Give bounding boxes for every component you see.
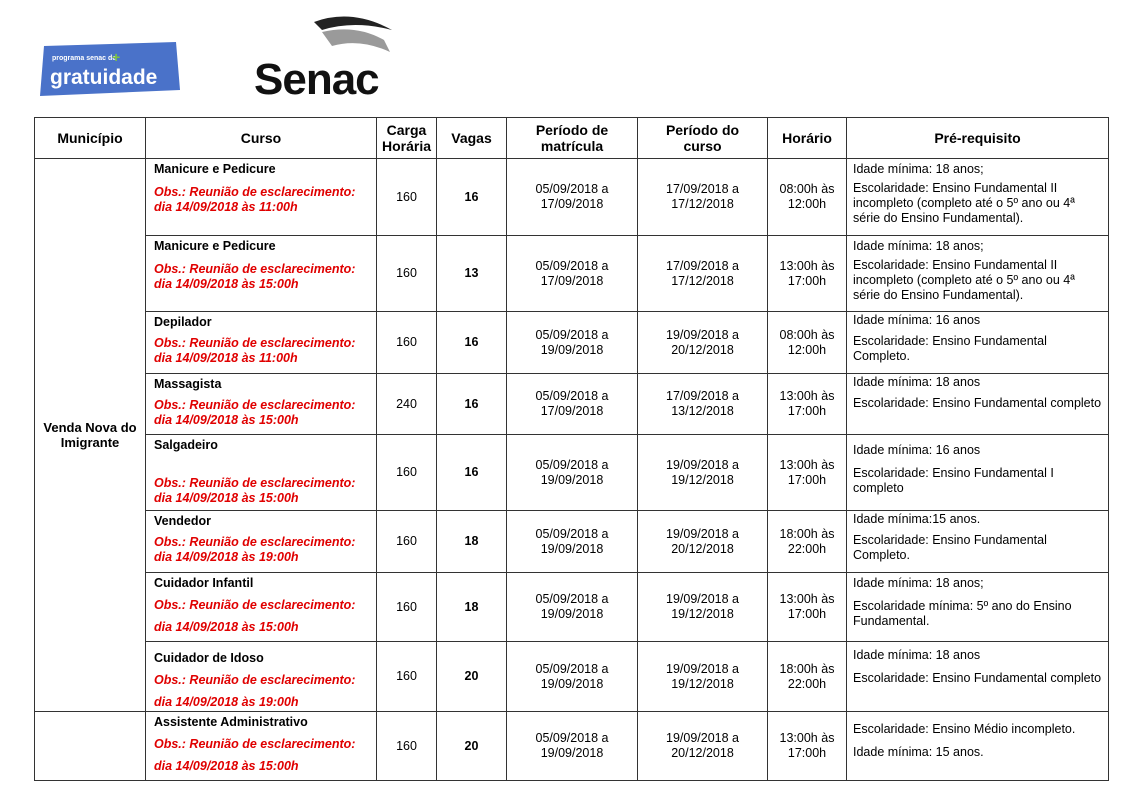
periodo-cell: 19/09/2018 a 20/12/2018: [638, 312, 768, 374]
periodo-cell: 19/09/2018 a 19/12/2018: [638, 573, 768, 642]
logo-small-text: programa senac de: [52, 55, 117, 62]
vagas-cell: 18: [437, 573, 507, 642]
periodo-cell: 19/09/2018 a 20/12/2018: [638, 712, 768, 781]
header-curso: Curso: [146, 118, 377, 159]
carga-cell: 160: [377, 435, 437, 511]
senac-logo: [252, 8, 404, 100]
horario-cell: 18:00h às 22:00h: [768, 642, 847, 712]
requisito-cell: Escolaridade: Ensino Médio incompleto. Idade mínima: 15 anos.: [847, 712, 1109, 781]
matricula-cell: 05/09/2018 a 17/09/2018: [507, 159, 638, 236]
periodo-cell: 17/09/2018 a 17/12/2018: [638, 159, 768, 236]
matricula-cell: 05/09/2018 a 19/09/2018: [507, 312, 638, 374]
curso-cell: Vendedor Obs.: Reunião de esclarecimento: dia 14/09/2018 às 19:00h: [146, 511, 377, 573]
table-row: [35, 159, 1109, 236]
carga-cell: 160: [377, 159, 437, 236]
curso-cell: Salgadeiro Obs.: Reunião de esclarecimento: dia 14/09/2018 às 15:00h: [146, 435, 377, 511]
vagas-cell: 16: [437, 159, 507, 236]
carga-cell: 160: [377, 236, 437, 312]
horario-cell: 13:00h às 17:00h: [768, 712, 847, 781]
requisito-cell: Idade mínima: 18 anos Escolaridade: Ensino Fundamental completo: [847, 642, 1109, 712]
periodo-cell: 19/09/2018 a 20/12/2018: [638, 511, 768, 573]
carga-cell: 160: [377, 573, 437, 642]
matricula-cell: 05/09/2018 a 19/09/2018: [507, 435, 638, 511]
horario-cell: 08:00h às 12:00h: [768, 312, 847, 374]
vagas-cell: 20: [437, 712, 507, 781]
matricula-cell: 05/09/2018 a 17/09/2018: [507, 374, 638, 435]
requisito-cell: Idade mínima: 18 anos; Escolaridade: Ensino Fundamental II incompleto (completo até o 5º ano ou 4ª série do Ensino Fundamental).: [847, 159, 1109, 236]
header-periodo: Período do curso: [638, 118, 768, 159]
table-row: [35, 312, 1109, 374]
curso-cell: Assistente Administrativo Obs.: Reunião de esclarecimento: dia 14/09/2018 às 15:00h: [146, 712, 377, 781]
horario-cell: 13:00h às 17:00h: [768, 374, 847, 435]
table-row: [35, 236, 1109, 312]
logo-big-text: gratuidade: [50, 66, 158, 89]
periodo-cell: 17/09/2018 a 13/12/2018: [638, 374, 768, 435]
horario-cell: 08:00h às 12:00h: [768, 159, 847, 236]
plus-icon: +: [112, 49, 121, 65]
horario-cell: 18:00h às 22:00h: [768, 511, 847, 573]
vagas-cell: 16: [437, 435, 507, 511]
municipio-cell: Venda Nova do Imigrante: [35, 159, 146, 712]
carga-cell: 160: [377, 642, 437, 712]
matricula-cell: 05/09/2018 a 19/09/2018: [507, 511, 638, 573]
table-row: [35, 712, 1109, 781]
vagas-cell: 18: [437, 511, 507, 573]
requisito-cell: Idade mínima: 18 anos Escolaridade: Ensino Fundamental completo: [847, 374, 1109, 435]
horario-cell: 13:00h às 17:00h: [768, 573, 847, 642]
requisito-cell: Idade mínima: 18 anos; Escolaridade: Ensino Fundamental II incompleto (completo até o 5º ano ou 4ª série do Ensino Fundamental).: [847, 236, 1109, 312]
periodo-cell: 19/09/2018 a 19/12/2018: [638, 435, 768, 511]
vagas-cell: 20: [437, 642, 507, 712]
courses-table: [34, 117, 1109, 781]
carga-cell: 240: [377, 374, 437, 435]
requisito-cell: Idade mínima:15 anos. Escolaridade: Ensino Fundamental Completo.: [847, 511, 1109, 573]
periodo-cell: 17/09/2018 a 17/12/2018: [638, 236, 768, 312]
gratuidade-logo: [40, 42, 180, 96]
vagas-cell: 16: [437, 374, 507, 435]
periodo-cell: 19/09/2018 a 19/12/2018: [638, 642, 768, 712]
table-row: [35, 573, 1109, 642]
curso-cell: Manicure e Pedicure Obs.: Reunião de esclarecimento: dia 14/09/2018 às 15:00h: [146, 236, 377, 312]
curso-cell: Cuidador Infantil Obs.: Reunião de esclarecimento: dia 14/09/2018 às 15:00h: [146, 573, 377, 642]
vagas-cell: 13: [437, 236, 507, 312]
header-carga: Carga Horária: [377, 118, 437, 159]
vagas-cell: 16: [437, 312, 507, 374]
header-horario: Horário: [768, 118, 847, 159]
table-row: [35, 511, 1109, 573]
header-municipio: Município: [35, 118, 146, 159]
table-row: [35, 642, 1109, 712]
matricula-cell: 05/09/2018 a 17/09/2018: [507, 236, 638, 312]
curso-cell: Cuidador de Idoso Obs.: Reunião de esclarecimento: dia 14/09/2018 às 19:00h: [146, 642, 377, 712]
horario-cell: 13:00h às 17:00h: [768, 435, 847, 511]
header-requisito: Pré-requisito: [847, 118, 1109, 159]
matricula-cell: 05/09/2018 a 19/09/2018: [507, 712, 638, 781]
table-row: [35, 435, 1109, 511]
header-matricula: Período de matrícula: [507, 118, 638, 159]
municipio-cell-empty: [35, 712, 146, 781]
table-row: [35, 374, 1109, 435]
header-vagas: Vagas: [437, 118, 507, 159]
curso-cell: Depilador Obs.: Reunião de esclarecimento: dia 14/09/2018 às 11:00h: [146, 312, 377, 374]
carga-cell: 160: [377, 712, 437, 781]
curso-cell: Massagista Obs.: Reunião de esclarecimento: dia 14/09/2018 às 15:00h: [146, 374, 377, 435]
horario-cell: 13:00h às 17:00h: [768, 236, 847, 312]
requisito-cell: Idade mínima: 18 anos; Escolaridade mínima: 5º ano do Ensino Fundamental.: [847, 573, 1109, 642]
carga-cell: 160: [377, 312, 437, 374]
senac-wordmark: Senac: [254, 55, 379, 100]
requisito-cell: Idade mínima: 16 anos Escolaridade: Ensino Fundamental I completo: [847, 435, 1109, 511]
carga-cell: 160: [377, 511, 437, 573]
table-header-row: [35, 118, 1109, 159]
matricula-cell: 05/09/2018 a 19/09/2018: [507, 642, 638, 712]
requisito-cell: Idade mínima: 16 anos Escolaridade: Ensino Fundamental Completo.: [847, 312, 1109, 374]
curso-cell: Manicure e Pedicure Obs.: Reunião de esclarecimento: dia 14/09/2018 às 11:00h: [146, 159, 377, 236]
matricula-cell: 05/09/2018 a 19/09/2018: [507, 573, 638, 642]
